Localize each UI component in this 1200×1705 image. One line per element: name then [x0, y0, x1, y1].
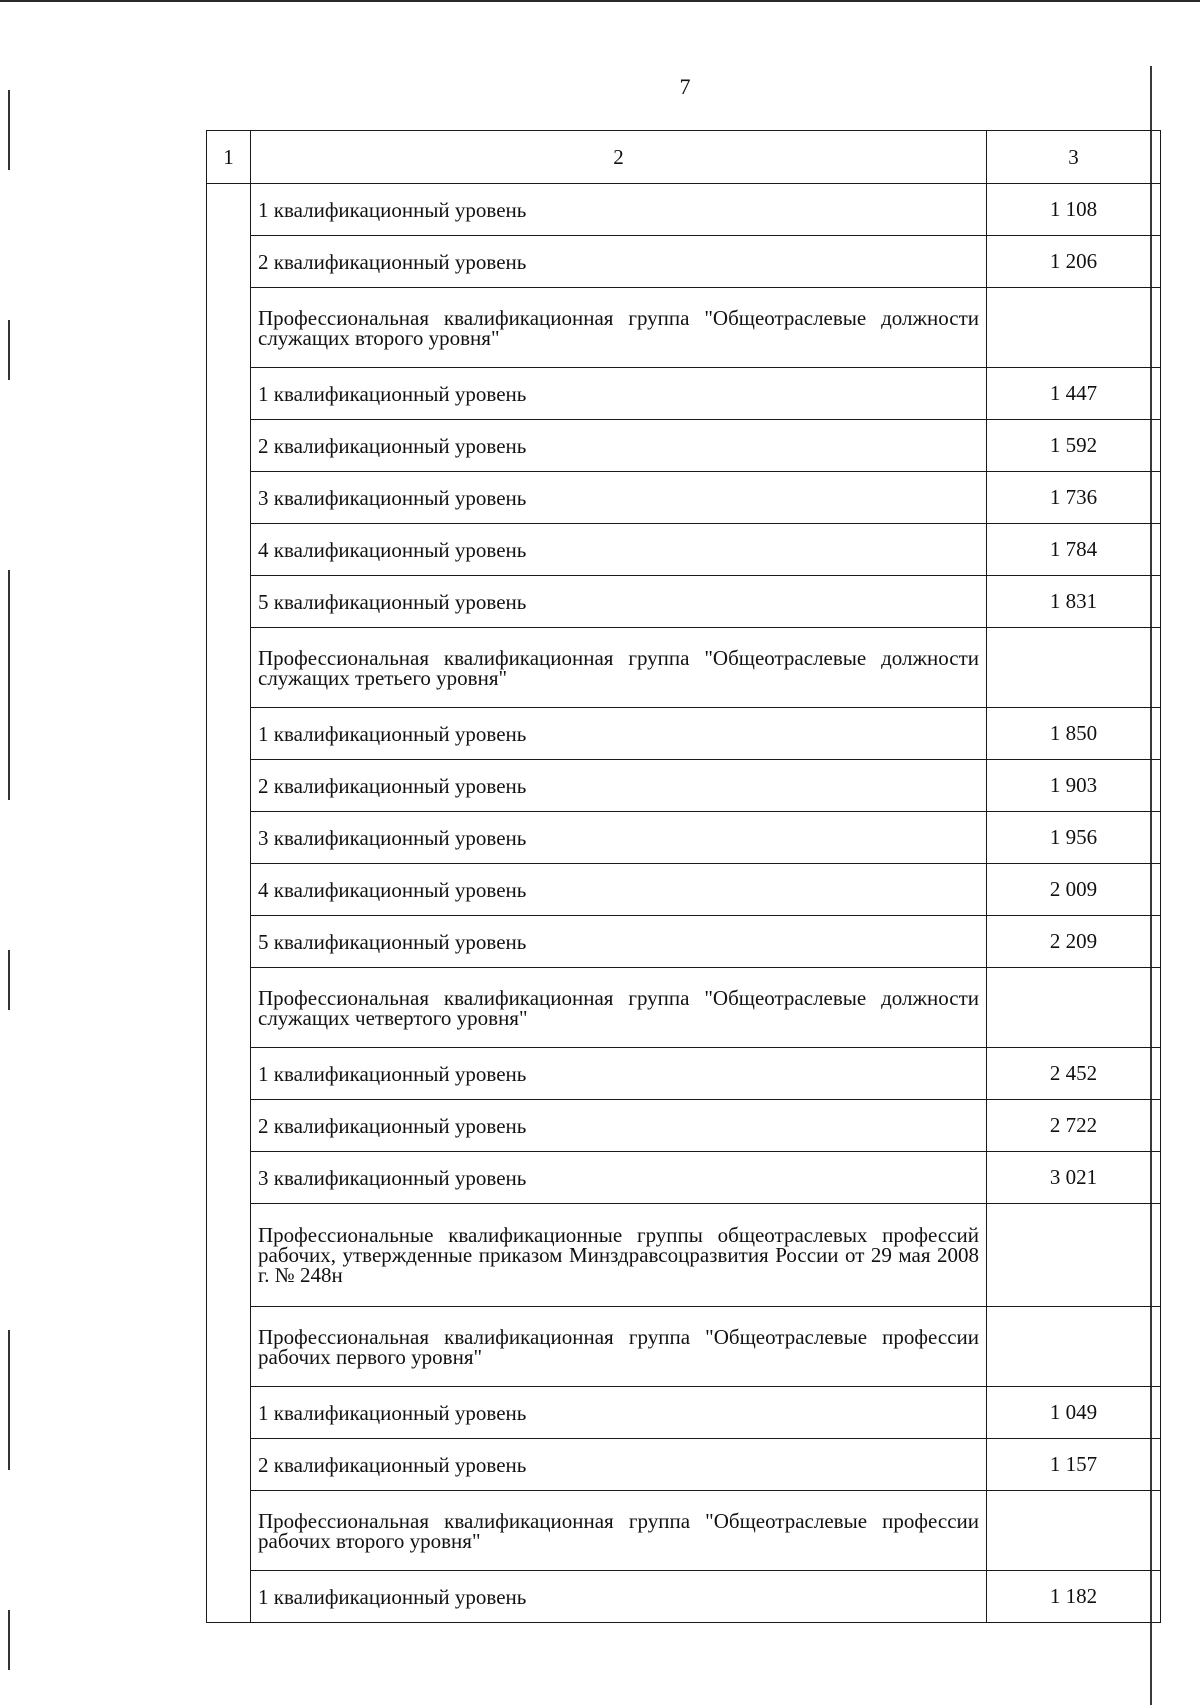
table-row	[207, 1439, 1161, 1491]
value-cell	[987, 1204, 1161, 1307]
table-row	[207, 916, 1161, 968]
table-row	[207, 1152, 1161, 1204]
table-row	[207, 812, 1161, 864]
table-row	[207, 184, 1161, 236]
group-heading-row	[207, 1204, 1161, 1307]
value-cell: 3 021	[987, 1152, 1161, 1204]
table-row	[207, 1571, 1161, 1623]
scan-mark-left	[8, 320, 10, 380]
group-heading-row	[207, 288, 1161, 368]
level-name-cell: 1 квалификационный уровень	[251, 368, 987, 420]
scan-mark-left	[8, 570, 10, 800]
table-row	[207, 1100, 1161, 1152]
table-row	[207, 708, 1161, 760]
level-name-cell: 1 квалификационный уровень	[251, 1571, 987, 1623]
table-row	[207, 1387, 1161, 1439]
value-cell: 1 956	[987, 812, 1161, 864]
group-name-cell: Профессиональная квалификационная группа "Общеотраслевые должности служащих четвертого уровня"	[251, 968, 987, 1048]
header-cell-2: 2	[251, 131, 987, 184]
table-row	[207, 236, 1161, 288]
value-cell: 1 108	[987, 184, 1161, 236]
scan-edge-top	[0, 0, 1200, 2]
value-cell	[987, 1491, 1161, 1571]
value-cell: 1 049	[987, 1387, 1161, 1439]
page-number: 7	[679, 74, 691, 99]
table-body	[207, 131, 1161, 1623]
level-name-cell: 2 квалификационный уровень	[251, 236, 987, 288]
scan-mark-left	[8, 1330, 10, 1470]
table-row	[207, 524, 1161, 576]
level-name-cell: 3 квалификационный уровень	[251, 812, 987, 864]
group-name-cell: Профессиональная квалификационная группа "Общеотраслевые профессии рабочих второго уровня"	[251, 1491, 987, 1571]
value-cell: 1 831	[987, 576, 1161, 628]
group-name-cell: Профессиональная квалификационная группа "Общеотраслевые должности служащих второго уровня"	[251, 288, 987, 368]
scan-mark-left	[8, 90, 10, 170]
level-name-cell: 3 квалификационный уровень	[251, 472, 987, 524]
value-cell: 1 736	[987, 472, 1161, 524]
level-name-cell: 5 квалификационный уровень	[251, 916, 987, 968]
group-heading-row	[207, 968, 1161, 1048]
table-row	[207, 864, 1161, 916]
level-name-cell: 2 квалификационный уровень	[251, 1439, 987, 1491]
value-cell: 1 850	[987, 708, 1161, 760]
table-row	[207, 760, 1161, 812]
header-cell-1: 1	[207, 131, 251, 184]
value-cell: 1 903	[987, 760, 1161, 812]
level-name-cell: 4 квалификационный уровень	[251, 864, 987, 916]
column-1-empty-cell	[207, 184, 251, 1623]
level-name-cell: 4 квалификационный уровень	[251, 524, 987, 576]
qualification-table	[206, 130, 1161, 1623]
level-name-cell: 3 квалификационный уровень	[251, 1152, 987, 1204]
value-cell: 2 452	[987, 1048, 1161, 1100]
level-name-cell: 1 квалификационный уровень	[251, 1387, 987, 1439]
value-cell: 1 784	[987, 524, 1161, 576]
level-name-cell: 1 квалификационный уровень	[251, 708, 987, 760]
group-heading-row	[207, 1307, 1161, 1387]
value-cell: 2 722	[987, 1100, 1161, 1152]
header-cell-3: 3	[987, 131, 1161, 184]
value-cell: 1 206	[987, 236, 1161, 288]
group-name-cell: Профессиональная квалификационная группа "Общеотраслевые профессии рабочих первого уровня"	[251, 1307, 987, 1387]
value-cell: 2 209	[987, 916, 1161, 968]
table-row	[207, 368, 1161, 420]
level-name-cell: 5 квалификационный уровень	[251, 576, 987, 628]
scan-mark-left	[8, 950, 10, 1010]
level-name-cell: 1 квалификационный уровень	[251, 1048, 987, 1100]
table-row	[207, 576, 1161, 628]
group-name-cell: Профессиональные квалификационные группы общеотраслевых профессий рабочих, утвержденные приказом Минздравсоцразвития России от 29 мая 2008 г. № 248н	[251, 1204, 987, 1307]
value-cell	[987, 968, 1161, 1048]
table-row	[207, 472, 1161, 524]
level-name-cell: 2 квалификационный уровень	[251, 760, 987, 812]
level-name-cell: 2 квалификационный уровень	[251, 1100, 987, 1152]
table-header-row	[207, 131, 1161, 184]
value-cell: 1 592	[987, 420, 1161, 472]
value-cell	[987, 1307, 1161, 1387]
value-cell	[987, 288, 1161, 368]
value-cell: 1 157	[987, 1439, 1161, 1491]
value-cell: 1 447	[987, 368, 1161, 420]
value-cell: 1 182	[987, 1571, 1161, 1623]
value-cell: 2 009	[987, 864, 1161, 916]
value-cell	[987, 628, 1161, 708]
group-heading-row	[207, 628, 1161, 708]
scan-mark-left	[8, 1610, 10, 1670]
table-row	[207, 420, 1161, 472]
group-heading-row	[207, 1491, 1161, 1571]
level-name-cell: 1 квалификационный уровень	[251, 184, 987, 236]
level-name-cell: 2 квалификационный уровень	[251, 420, 987, 472]
table-row	[207, 1048, 1161, 1100]
group-name-cell: Профессиональная квалификационная группа "Общеотраслевые должности служащих третьего уровня"	[251, 628, 987, 708]
